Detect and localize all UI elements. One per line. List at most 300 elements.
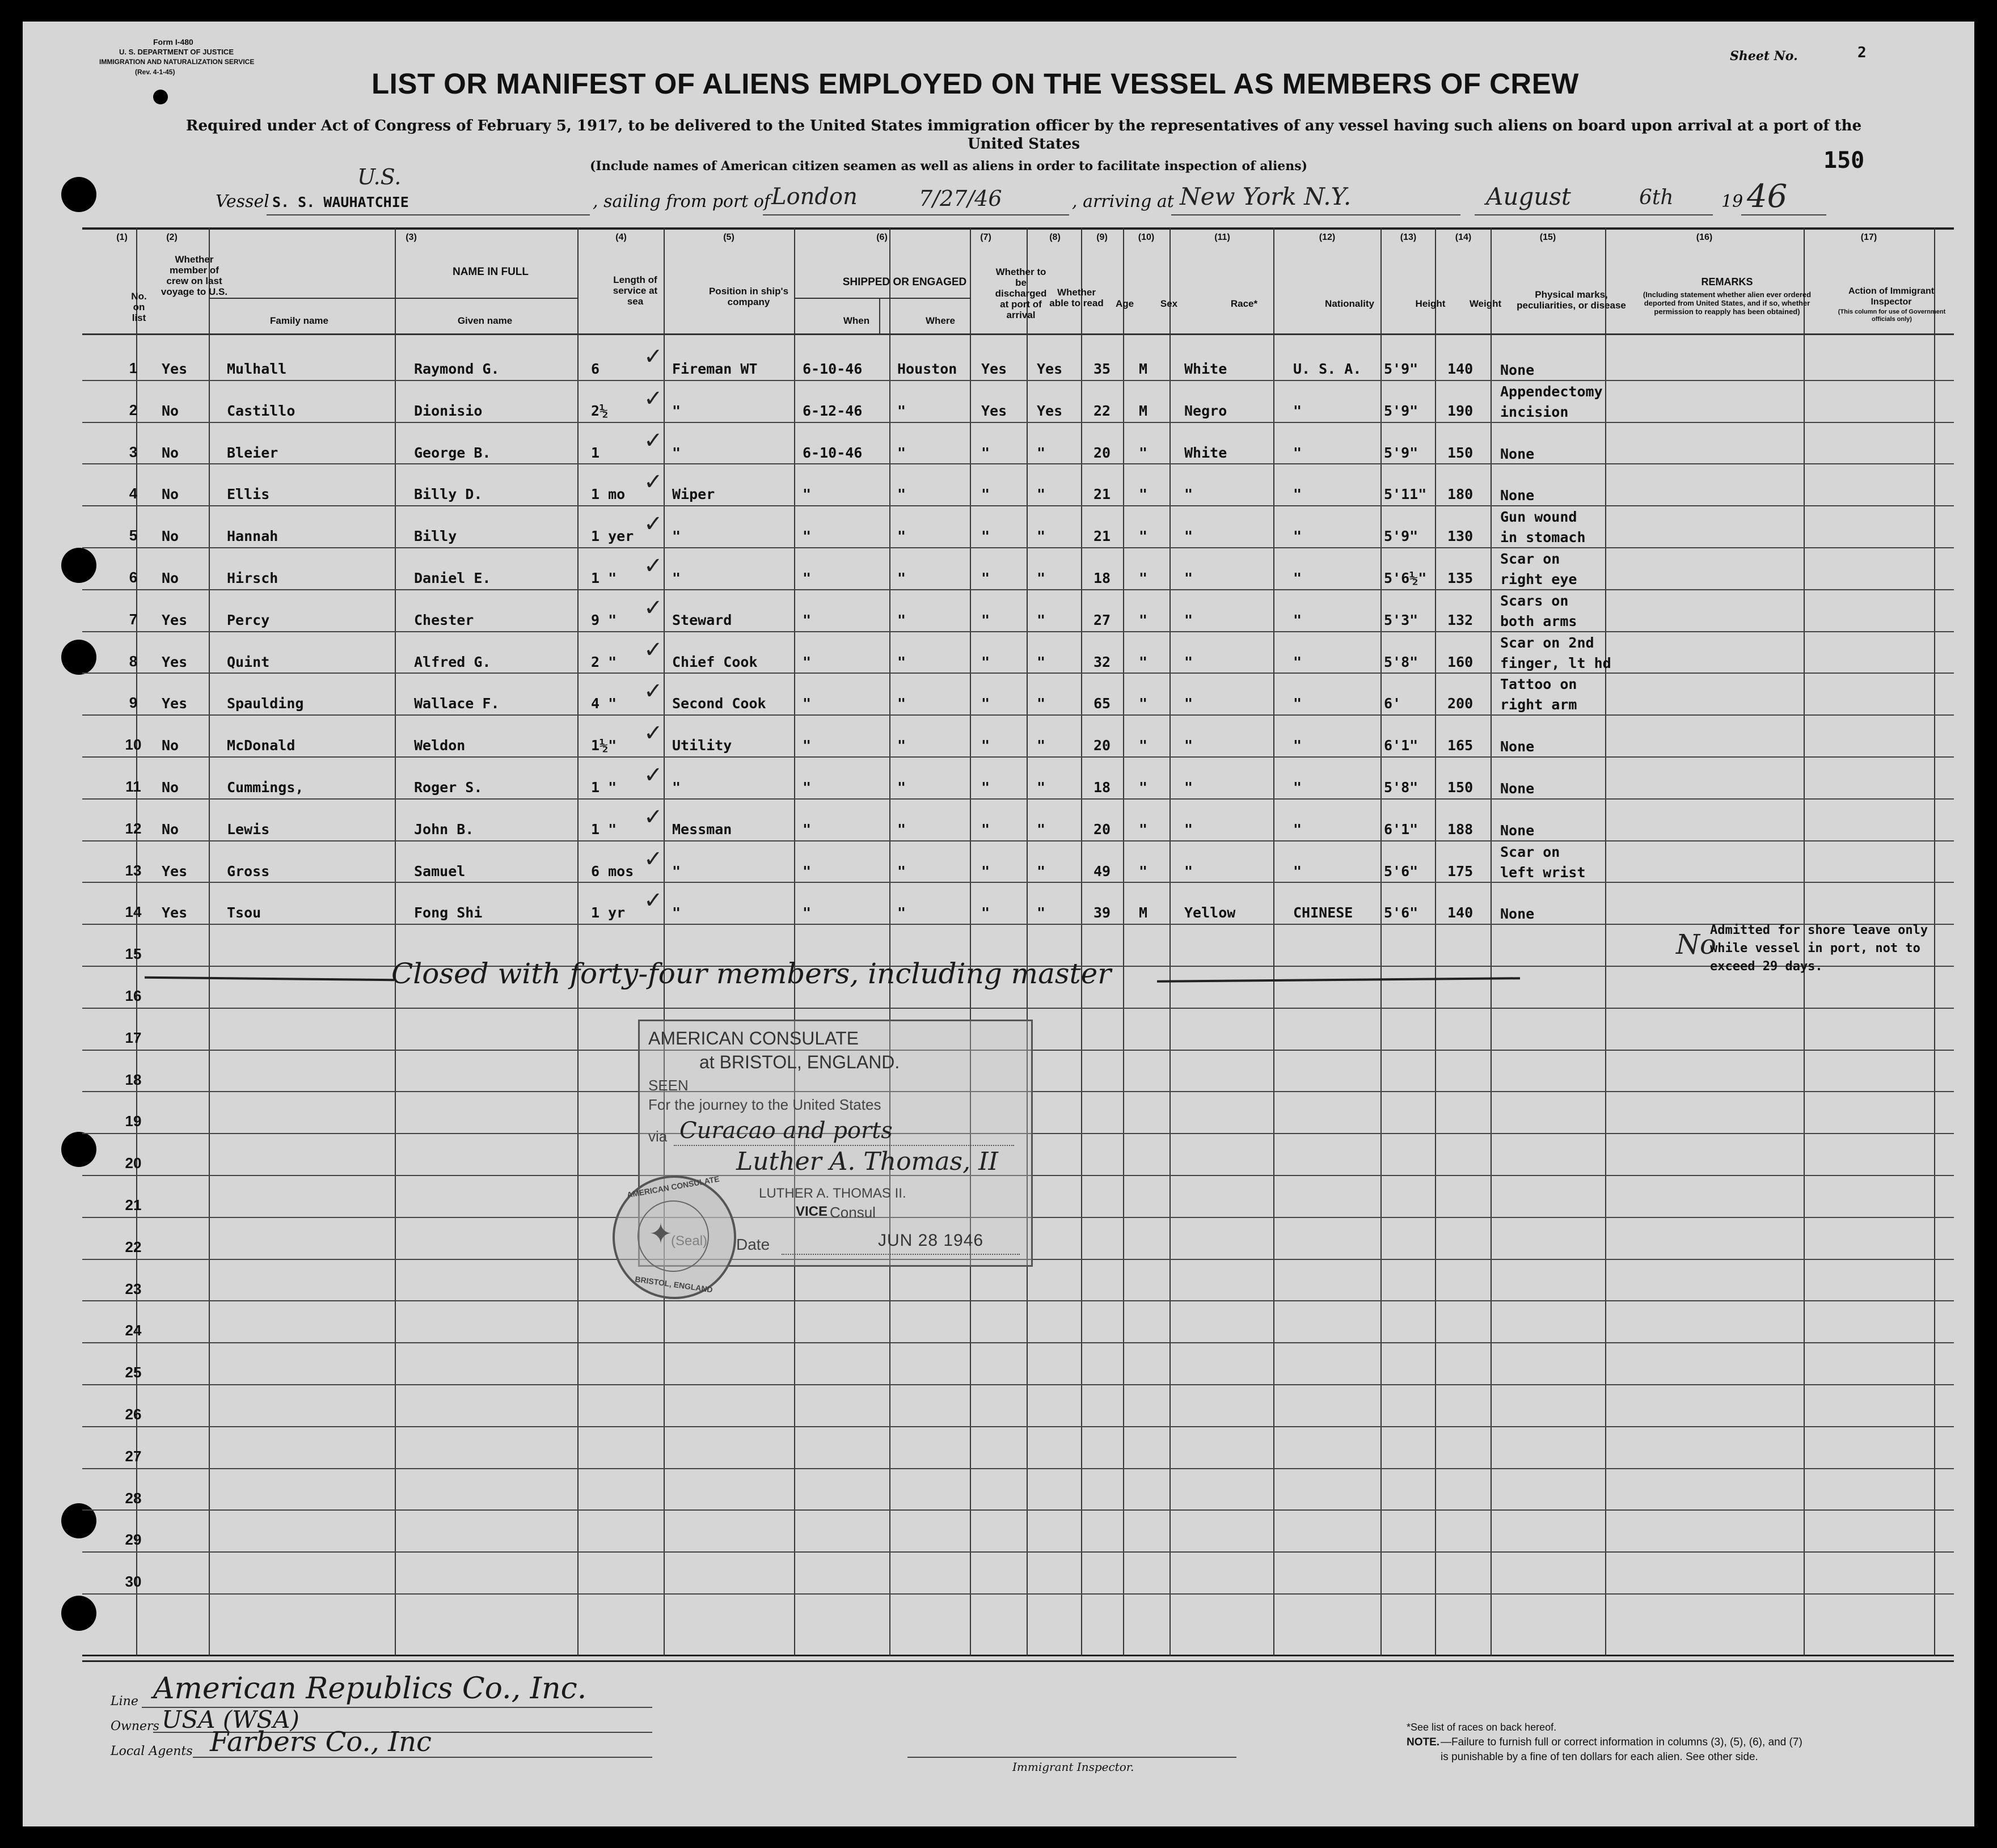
footer-line-value: American Republics Co., Inc. bbox=[153, 1672, 587, 1706]
row-line bbox=[82, 924, 1954, 925]
col-header-marks: Physical marks, peculiarities, or disease bbox=[1517, 289, 1626, 311]
race-cell: " bbox=[1184, 862, 1193, 879]
col-header-no: No. on list bbox=[131, 291, 147, 323]
check-mark-icon: ✓ bbox=[644, 804, 663, 830]
sex-cell: M bbox=[1139, 361, 1148, 377]
row-number: 28 bbox=[125, 1489, 142, 1507]
row-line bbox=[82, 1008, 1954, 1009]
col-num: (12) bbox=[1319, 232, 1336, 242]
row-number: 16 bbox=[125, 987, 142, 1004]
service-cell: 1 " bbox=[591, 570, 617, 586]
nationality-cell: " bbox=[1293, 528, 1302, 545]
row-line bbox=[82, 422, 1954, 423]
vessel-name: S. S. WAUHATCHIE bbox=[272, 194, 409, 210]
row-line bbox=[82, 1551, 1954, 1553]
position-cell: Wiper bbox=[672, 486, 715, 503]
column-line bbox=[1435, 227, 1436, 1656]
position-cell: " bbox=[672, 570, 681, 586]
discharged-cell: " bbox=[981, 444, 990, 461]
marks-line-1: Appendectomy bbox=[1500, 383, 1603, 400]
sheet-label: Sheet No. bbox=[1730, 49, 1798, 64]
marks-line-2: None bbox=[1500, 906, 1535, 923]
row-line bbox=[82, 673, 1954, 674]
column-line bbox=[1934, 227, 1935, 1656]
sex-cell: " bbox=[1139, 862, 1148, 879]
form-hole-mark bbox=[153, 90, 168, 104]
prev-voyage-cell: Yes bbox=[162, 653, 188, 670]
date-underline bbox=[1475, 214, 1713, 215]
position-cell: Steward bbox=[672, 611, 732, 628]
service-cell: 2½ bbox=[591, 402, 609, 419]
position-cell: Fireman WT bbox=[672, 361, 758, 377]
prev-voyage-cell: No bbox=[162, 402, 179, 419]
col-num: (6) bbox=[876, 232, 888, 242]
prev-voyage-cell: Yes bbox=[162, 695, 188, 712]
prev-voyage-cell: No bbox=[162, 821, 179, 838]
stamp-via-underline bbox=[674, 1145, 1014, 1146]
discharged-cell: " bbox=[981, 737, 990, 754]
family-name-cell: Spaulding bbox=[227, 695, 304, 712]
position-cell: " bbox=[672, 402, 681, 419]
nationality-cell: " bbox=[1293, 695, 1302, 712]
shipped-when-cell: " bbox=[803, 862, 812, 879]
given-name-cell: Chester bbox=[414, 611, 474, 628]
nationality-cell: " bbox=[1293, 821, 1302, 838]
marks-line-2: right arm bbox=[1500, 696, 1577, 713]
row-line bbox=[82, 1509, 1954, 1511]
read-cell: " bbox=[1037, 779, 1046, 796]
weight-cell: 150 bbox=[1447, 779, 1474, 796]
shipped-when-cell: " bbox=[803, 737, 812, 754]
year-underline bbox=[1741, 214, 1826, 215]
discharged-cell: Yes bbox=[981, 361, 1007, 377]
marks-line-1: Scar on bbox=[1500, 551, 1560, 567]
family-name-cell: Ellis bbox=[227, 486, 270, 503]
age-cell: 32 bbox=[1094, 653, 1111, 670]
marks-line-1: Scar on bbox=[1500, 843, 1560, 860]
row-number: 14 bbox=[125, 903, 142, 921]
column-line bbox=[577, 227, 579, 1656]
eagle-icon: ✦ bbox=[649, 1217, 673, 1250]
position-cell: Second Cook bbox=[672, 695, 766, 712]
row-line bbox=[82, 756, 1954, 758]
stamp-line-2: at BRISTOL, ENGLAND. bbox=[699, 1052, 900, 1072]
col-header-shipped: SHIPPED OR ENGAGED bbox=[842, 276, 967, 288]
col-header-name: NAME IN FULL bbox=[452, 266, 529, 278]
vessel-label: Vessel bbox=[216, 192, 269, 212]
row-number: 12 bbox=[125, 819, 142, 837]
given-name-cell: Billy D. bbox=[414, 486, 483, 503]
row-number: 20 bbox=[125, 1155, 142, 1172]
col-num: (1) bbox=[116, 232, 128, 242]
race-cell: " bbox=[1184, 611, 1193, 628]
family-name-cell: Quint bbox=[227, 653, 270, 670]
shipped-where-cell: Houston bbox=[897, 361, 957, 377]
row-number: 27 bbox=[125, 1447, 142, 1465]
col-header-read: Whether able to read bbox=[1049, 287, 1104, 308]
column-line bbox=[1081, 227, 1082, 1656]
read-cell: " bbox=[1037, 862, 1046, 879]
row-number: 8 bbox=[129, 652, 138, 670]
family-name-cell: Bleier bbox=[227, 444, 278, 461]
row-number: 21 bbox=[125, 1196, 142, 1213]
sex-cell: " bbox=[1139, 444, 1148, 461]
service-cell: 1 " bbox=[591, 821, 617, 838]
discharged-cell: " bbox=[981, 821, 990, 838]
col-num: (4) bbox=[615, 232, 627, 242]
height-cell: 6'1" bbox=[1384, 821, 1418, 838]
nationality-cell: " bbox=[1293, 486, 1302, 503]
column-line bbox=[1273, 227, 1274, 1656]
age-cell: 49 bbox=[1094, 862, 1111, 879]
position-cell: Messman bbox=[672, 821, 732, 838]
col-header-nationality: Nationality bbox=[1325, 298, 1374, 309]
race-cell: " bbox=[1184, 653, 1193, 670]
column-line bbox=[664, 227, 665, 1656]
row-line bbox=[82, 1300, 1954, 1301]
age-cell: 21 bbox=[1094, 528, 1111, 545]
row-line bbox=[82, 505, 1954, 506]
family-name-cell: Castillo bbox=[227, 402, 295, 419]
col-header-height: Height bbox=[1415, 298, 1446, 309]
footer-agents-label: Local Agents bbox=[111, 1744, 193, 1758]
header-bottom-line bbox=[82, 333, 1954, 335]
stamp-via-value: Curacao and ports bbox=[679, 1118, 893, 1144]
height-cell: 5'3" bbox=[1384, 611, 1418, 628]
arrival-underline bbox=[1171, 214, 1460, 215]
prev-voyage-cell: No bbox=[162, 444, 179, 461]
marks-line-2: finger, lt hd bbox=[1500, 654, 1611, 671]
service-cell: 2 " bbox=[591, 653, 617, 670]
discharged-cell: " bbox=[981, 695, 990, 712]
row-line bbox=[82, 798, 1954, 800]
sex-cell: " bbox=[1139, 779, 1148, 796]
col-header-position: Position in ship's company bbox=[708, 286, 789, 307]
race-cell: " bbox=[1184, 737, 1193, 754]
shipped-when-cell: 6-12-46 bbox=[803, 402, 863, 419]
year-suffix: 46 bbox=[1747, 178, 1788, 215]
age-cell: 65 bbox=[1094, 695, 1111, 712]
position-cell: " bbox=[672, 444, 681, 461]
family-name-cell: Percy bbox=[227, 611, 270, 628]
marks-line-2: None bbox=[1500, 822, 1535, 839]
column-line bbox=[1380, 227, 1382, 1656]
given-name-cell: Raymond G. bbox=[414, 361, 500, 377]
race-cell: Negro bbox=[1184, 402, 1227, 419]
check-mark-icon: ✓ bbox=[644, 469, 663, 496]
name-subheader-line bbox=[209, 298, 577, 299]
nationality-cell: " bbox=[1293, 862, 1302, 879]
manifest-table-frame bbox=[82, 227, 1954, 1656]
height-cell: 5'9" bbox=[1384, 528, 1418, 545]
shipped-when-cell: " bbox=[803, 570, 812, 586]
row-number: 24 bbox=[125, 1322, 142, 1339]
sex-cell: " bbox=[1139, 737, 1148, 754]
stamp-journey: For the journey to the United States bbox=[648, 1096, 881, 1113]
read-cell: " bbox=[1037, 611, 1046, 628]
shipped-where-cell: " bbox=[897, 486, 906, 503]
read-cell: " bbox=[1037, 695, 1046, 712]
row-number: 23 bbox=[125, 1280, 142, 1297]
col-header-given: Given name bbox=[457, 315, 513, 326]
shipped-when-cell: " bbox=[803, 904, 812, 921]
check-mark-icon: ✓ bbox=[644, 636, 663, 663]
weight-cell: 150 bbox=[1447, 444, 1474, 461]
read-cell: " bbox=[1037, 821, 1046, 838]
row-line bbox=[82, 714, 1954, 716]
shipped-when-cell: " bbox=[803, 528, 812, 545]
row-number: 25 bbox=[125, 1364, 142, 1381]
shipped-where-cell: " bbox=[897, 570, 906, 586]
page-title: LIST OR MANIFEST OF ALIENS EMPLOYED ON THE VESSEL AS MEMBERS OF CREW bbox=[371, 67, 1579, 100]
nationality-cell: " bbox=[1293, 570, 1302, 586]
age-cell: 18 bbox=[1094, 570, 1111, 586]
discharged-cell: " bbox=[981, 486, 990, 503]
position-cell: " bbox=[672, 779, 681, 796]
marks-line-1: Tattoo on bbox=[1500, 676, 1577, 693]
height-cell: 5'8" bbox=[1384, 779, 1418, 796]
marks-line-2: incision bbox=[1500, 403, 1569, 420]
col-header-inspector-sub: (This column for use of Government officials only) bbox=[1838, 308, 1946, 323]
prev-voyage-cell: No bbox=[162, 779, 179, 796]
col-num: (14) bbox=[1455, 232, 1472, 242]
weight-cell: 175 bbox=[1447, 862, 1474, 879]
family-name-cell: McDonald bbox=[227, 737, 295, 754]
check-mark-icon: ✓ bbox=[644, 594, 663, 621]
closing-note: Closed with forty-four members, including master bbox=[391, 957, 1112, 990]
seal-ring-top: AMERICAN CONSULATE bbox=[626, 1174, 720, 1200]
row-number: 6 bbox=[129, 569, 138, 586]
row-number: 2 bbox=[129, 401, 138, 418]
sailing-label: , sailing from port of bbox=[593, 192, 771, 212]
prev-voyage-cell: No bbox=[162, 528, 179, 545]
race-cell: Yellow bbox=[1184, 904, 1236, 921]
position-cell: " bbox=[672, 904, 681, 921]
given-name-cell: Roger S. bbox=[414, 779, 483, 796]
read-cell: " bbox=[1037, 653, 1046, 670]
row-number: 5 bbox=[129, 527, 138, 544]
stamp-via-label: via bbox=[648, 1128, 668, 1145]
remarks-line-1: Admitted for shore leave only bbox=[1710, 923, 1928, 937]
height-cell: 5'9" bbox=[1384, 361, 1418, 377]
footer-owners-label: Owners bbox=[111, 1719, 159, 1733]
shipped-when-cell: " bbox=[803, 779, 812, 796]
age-cell: 39 bbox=[1094, 904, 1111, 921]
stamp-signature: Luther A. Thomas, II bbox=[736, 1147, 998, 1176]
col-header-when: When bbox=[843, 315, 870, 326]
arrival-month: August bbox=[1486, 183, 1571, 210]
race-cell: " bbox=[1184, 695, 1193, 712]
prev-voyage-cell: Yes bbox=[162, 862, 188, 879]
column-line bbox=[970, 227, 971, 1656]
given-name-cell: John B. bbox=[414, 821, 474, 838]
check-mark-icon: ✓ bbox=[644, 511, 663, 538]
row-number: 18 bbox=[125, 1071, 142, 1088]
shipped-where-cell: " bbox=[897, 904, 906, 921]
col-num: (3) bbox=[406, 232, 417, 242]
weight-cell: 200 bbox=[1447, 695, 1474, 712]
height-cell: 5'9" bbox=[1384, 402, 1418, 419]
seal-inner-ring bbox=[637, 1200, 709, 1272]
stamp-date-value: JUN 28 1946 bbox=[878, 1231, 984, 1250]
sex-cell: M bbox=[1139, 904, 1148, 921]
sailing-date: 7/27/46 bbox=[919, 186, 1002, 211]
form-revision: (Rev. 4-1-45) bbox=[135, 68, 175, 76]
race-cell: " bbox=[1184, 570, 1193, 586]
row-number: 19 bbox=[125, 1113, 142, 1130]
nationality-cell: " bbox=[1293, 779, 1302, 796]
year-prefix: 19 bbox=[1721, 192, 1743, 212]
form-subnote: (Include names of American citizen seamen as well as aliens in order to facilitate inspection of aliens) bbox=[590, 159, 1308, 174]
shipped-where-cell: " bbox=[897, 821, 906, 838]
check-mark-icon: ✓ bbox=[644, 344, 663, 370]
discharged-cell: " bbox=[981, 528, 990, 545]
consulate-seal bbox=[613, 1175, 736, 1299]
check-mark-icon: ✓ bbox=[644, 845, 663, 872]
read-cell: " bbox=[1037, 904, 1046, 921]
race-cell: White bbox=[1184, 444, 1227, 461]
service-cell: 1½" bbox=[591, 737, 617, 754]
marks-line-1: Scar on 2nd bbox=[1500, 634, 1594, 651]
race-cell: " bbox=[1184, 779, 1193, 796]
arriving-label: , arriving at bbox=[1072, 192, 1174, 212]
row-number: 30 bbox=[125, 1573, 142, 1591]
service-cell: 4 " bbox=[591, 695, 617, 712]
shipped-when-cell: " bbox=[803, 611, 812, 628]
row-line bbox=[82, 380, 1954, 381]
shipped-where-cell: " bbox=[897, 402, 906, 419]
service-cell: 1 mo bbox=[591, 486, 626, 503]
stamp-consul: Consul bbox=[830, 1204, 876, 1221]
row-number: 29 bbox=[125, 1531, 142, 1549]
read-cell: " bbox=[1037, 570, 1046, 586]
shipped-where-cell: " bbox=[897, 528, 906, 545]
shipped-when-cell: " bbox=[803, 821, 812, 838]
sex-cell: " bbox=[1139, 611, 1148, 628]
read-cell: " bbox=[1037, 444, 1046, 461]
row-line bbox=[82, 547, 1954, 548]
discharged-cell: Yes bbox=[981, 402, 1007, 419]
sex-cell: " bbox=[1139, 695, 1148, 712]
given-name-cell: Samuel bbox=[414, 862, 466, 879]
form-number: Form I-480 bbox=[153, 37, 193, 46]
footer-inspector-label: Immigrant Inspector. bbox=[1012, 1760, 1134, 1774]
family-name-cell: Hannah bbox=[227, 528, 278, 545]
check-mark-icon: ✓ bbox=[644, 678, 663, 705]
marks-line-2: None bbox=[1500, 445, 1535, 462]
height-cell: 5'11" bbox=[1384, 486, 1427, 503]
check-mark-icon: ✓ bbox=[644, 553, 663, 579]
col-num: (7) bbox=[980, 232, 991, 242]
stamp-number: 150 bbox=[1823, 147, 1865, 174]
row-line bbox=[82, 1468, 1954, 1469]
row-line bbox=[82, 1593, 1954, 1595]
remarks-line-2: while vessel in port, not to bbox=[1710, 941, 1920, 955]
service-cell: 1 yer bbox=[591, 528, 634, 545]
service-cell: 6 mos bbox=[591, 862, 634, 879]
sex-cell: " bbox=[1139, 653, 1148, 670]
shipped-where-cell: " bbox=[897, 695, 906, 712]
marks-line-1: Gun wound bbox=[1500, 509, 1577, 526]
vessel-underline bbox=[267, 214, 590, 215]
footer-owners-value: USA (WSA) bbox=[162, 1706, 299, 1733]
column-line bbox=[889, 227, 890, 1656]
age-cell: 20 bbox=[1094, 444, 1111, 461]
row-line bbox=[82, 1384, 1954, 1385]
nationality-cell: CHINESE bbox=[1293, 904, 1353, 921]
age-cell: 22 bbox=[1094, 402, 1111, 419]
family-name-cell: Tsou bbox=[227, 904, 261, 921]
stamp-date-underline bbox=[782, 1254, 1020, 1255]
footer-agents-value: Farbers Co., Inc bbox=[210, 1726, 432, 1758]
service-cell: 6 bbox=[591, 361, 600, 377]
given-name-cell: George B. bbox=[414, 444, 491, 461]
sex-cell: " bbox=[1139, 821, 1148, 838]
given-name-cell: Wallace F. bbox=[414, 695, 500, 712]
age-cell: 18 bbox=[1094, 779, 1111, 796]
col-num: (8) bbox=[1049, 232, 1061, 242]
row-line bbox=[82, 589, 1954, 590]
marks-line-2: both arms bbox=[1500, 612, 1577, 629]
age-cell: 21 bbox=[1094, 486, 1111, 503]
given-name-cell: Billy bbox=[414, 528, 457, 545]
race-cell: White bbox=[1184, 361, 1227, 377]
nationality-cell: " bbox=[1293, 737, 1302, 754]
service-cell: 1 yr bbox=[591, 904, 626, 921]
column-line bbox=[1605, 227, 1606, 1656]
height-cell: 6'1" bbox=[1384, 737, 1418, 754]
footer-top-line bbox=[82, 1660, 1954, 1662]
sailing-port: London bbox=[771, 184, 858, 210]
height-cell: 6' bbox=[1384, 695, 1401, 712]
manifest-sheet bbox=[23, 22, 1974, 1826]
check-mark-icon: ✓ bbox=[644, 762, 663, 788]
row-number: 17 bbox=[125, 1029, 142, 1046]
family-name-cell: Hirsch bbox=[227, 570, 278, 586]
weight-cell: 130 bbox=[1447, 528, 1474, 545]
discharged-cell: " bbox=[981, 904, 990, 921]
column-line bbox=[1491, 227, 1492, 1656]
read-cell: Yes bbox=[1037, 361, 1063, 377]
family-name-cell: Gross bbox=[227, 862, 270, 879]
age-cell: 27 bbox=[1094, 611, 1111, 628]
arrival-port: New York N.Y. bbox=[1180, 183, 1352, 210]
col-header-discharged: Whether to be discharged at port of arrival bbox=[995, 267, 1047, 320]
sex-cell: M bbox=[1139, 402, 1148, 419]
marks-line-1: Scars on bbox=[1500, 592, 1569, 609]
row-number: 10 bbox=[125, 736, 142, 754]
height-cell: 5'8" bbox=[1384, 653, 1418, 670]
row-number: 15 bbox=[125, 945, 142, 963]
col-header-sex: Sex bbox=[1160, 298, 1178, 309]
col-header-inspector: Action of Immigrant Inspector bbox=[1848, 286, 1935, 307]
row-number: 4 bbox=[129, 485, 138, 502]
given-name-cell: Weldon bbox=[414, 737, 466, 754]
discharged-cell: " bbox=[981, 653, 990, 670]
row-number: 26 bbox=[125, 1406, 142, 1423]
col-num: (15) bbox=[1539, 232, 1556, 242]
row-number: 9 bbox=[129, 694, 138, 712]
given-name-cell: Daniel E. bbox=[414, 570, 491, 586]
prev-voyage-cell: Yes bbox=[162, 904, 188, 921]
punch-hole bbox=[61, 177, 96, 212]
footer-note-label: NOTE. bbox=[1407, 1736, 1440, 1748]
nationality-cell: " bbox=[1293, 611, 1302, 628]
race-cell: " bbox=[1184, 821, 1193, 838]
read-cell: " bbox=[1037, 486, 1046, 503]
given-name-cell: Fong Shi bbox=[414, 904, 483, 921]
service-cell: 1 bbox=[591, 444, 600, 461]
